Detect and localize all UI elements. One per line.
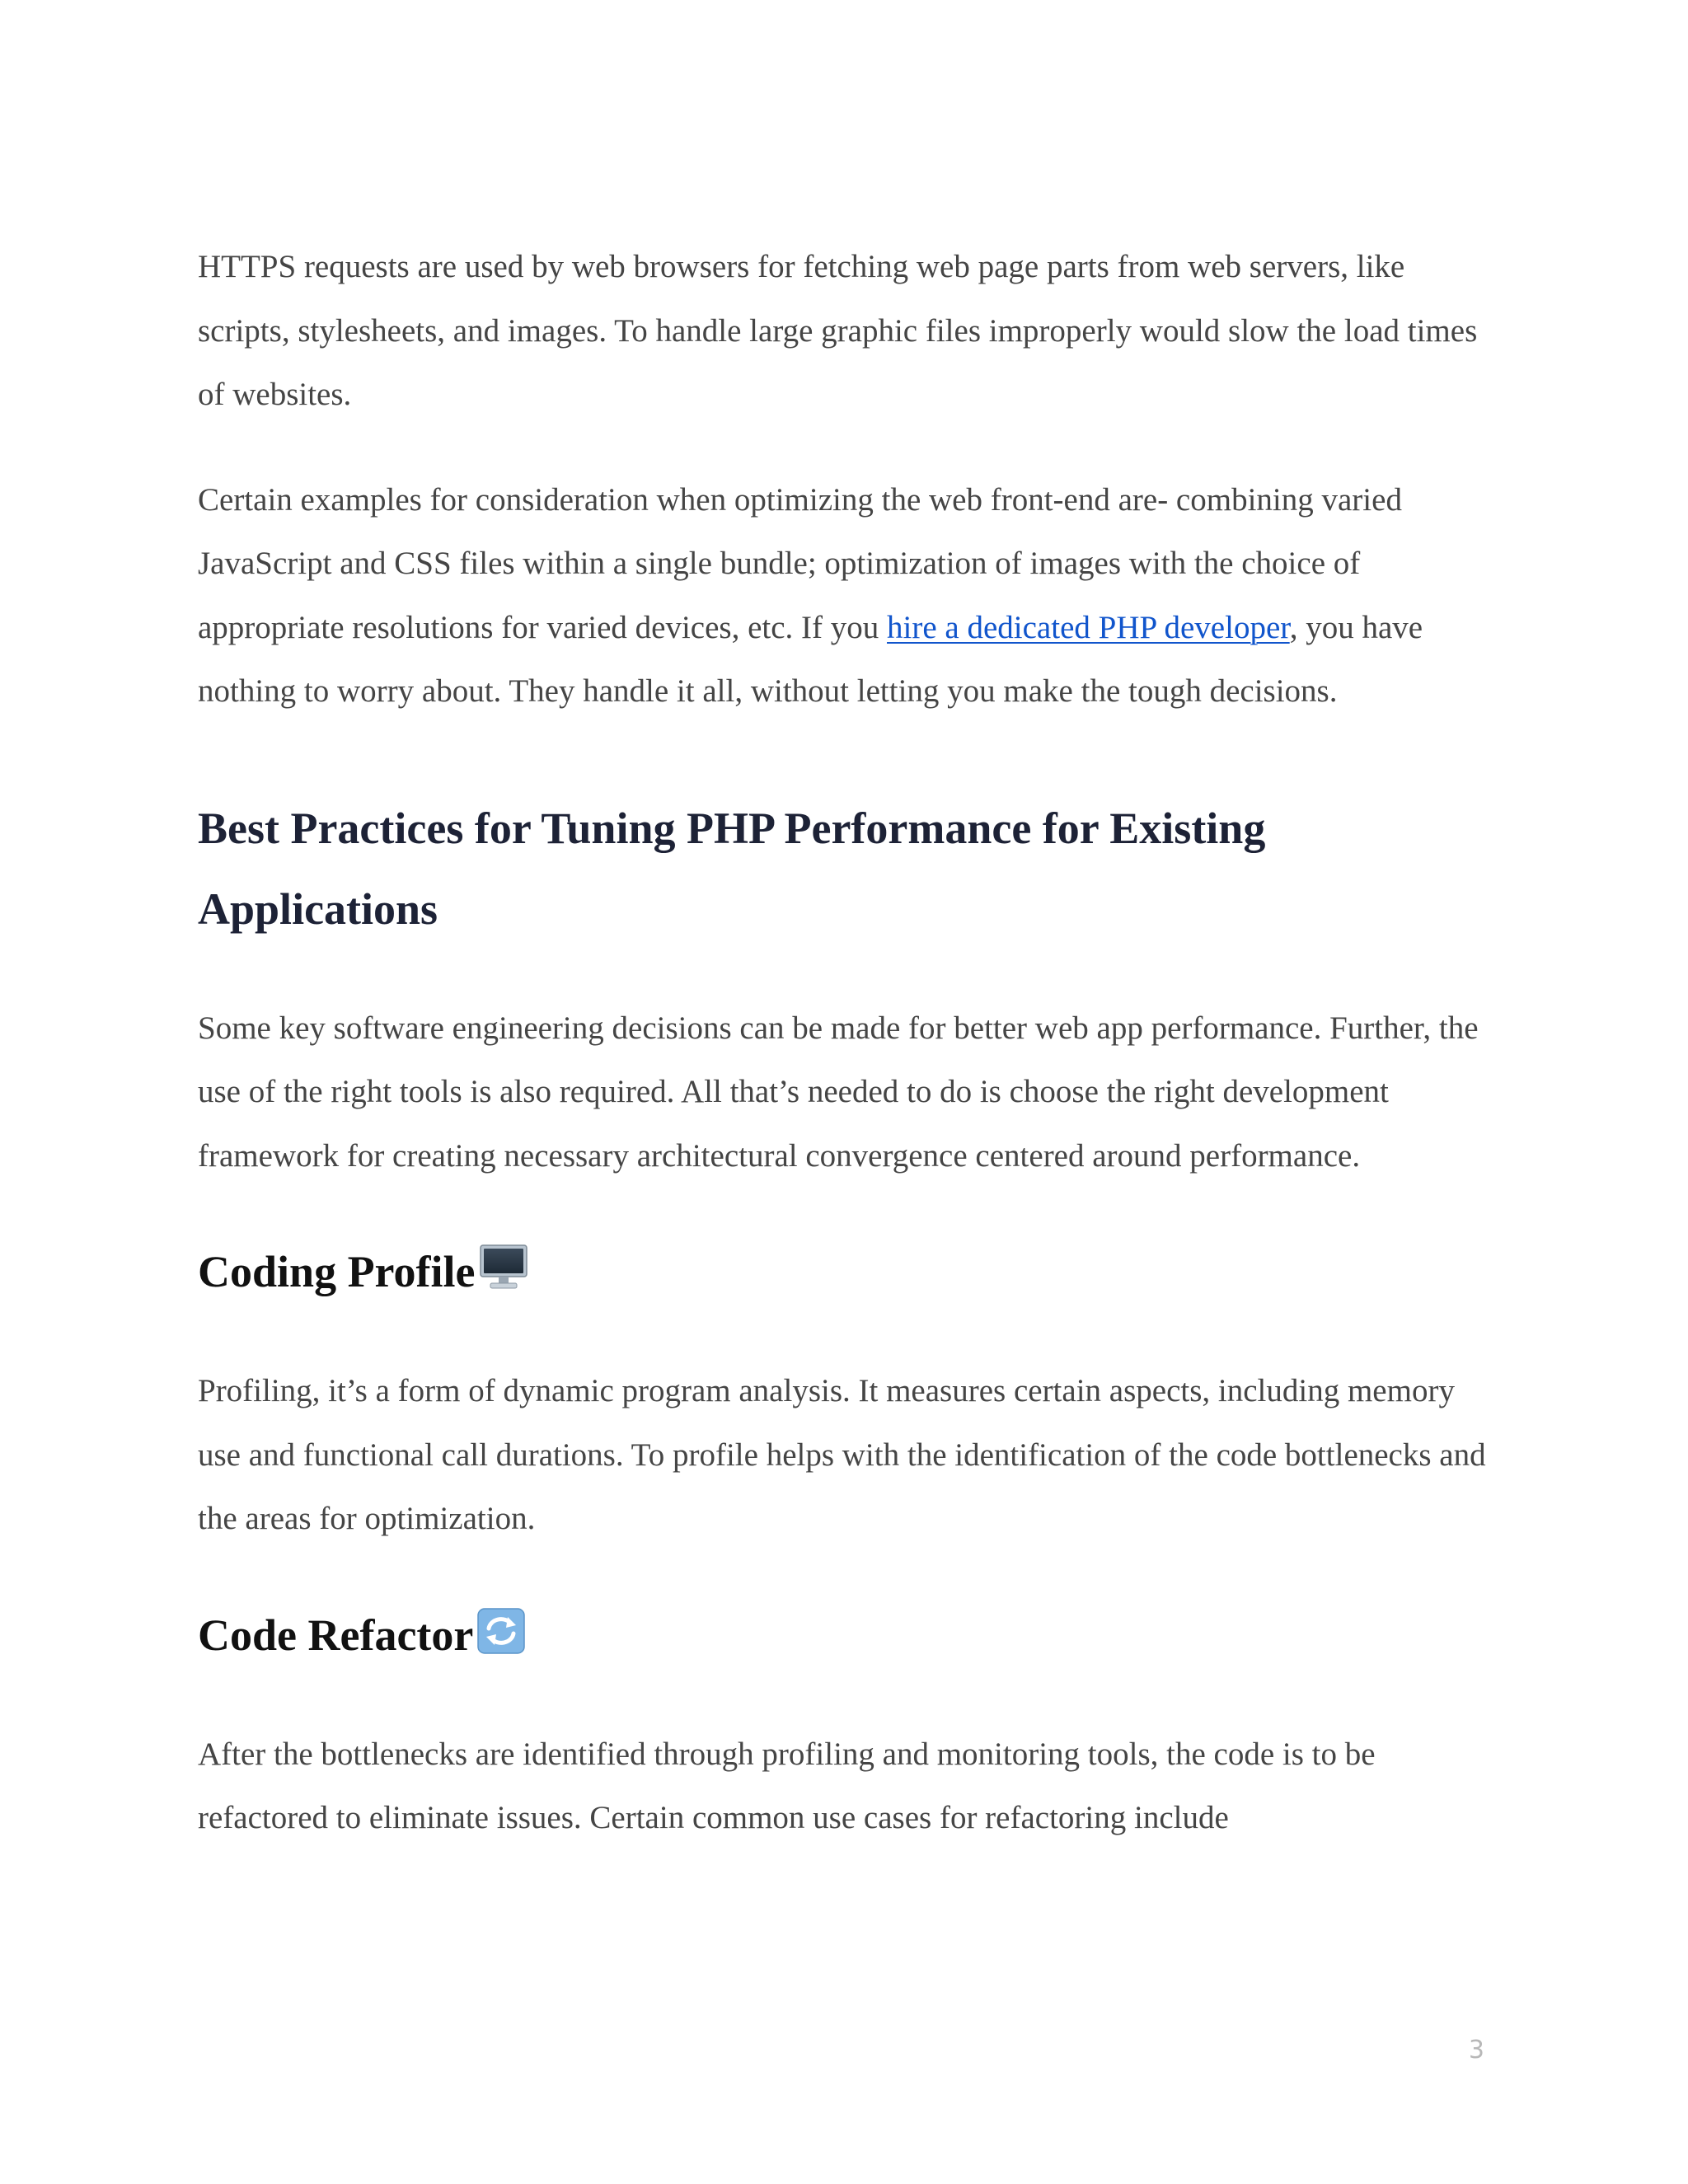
paragraph-text: , you have nothing to worry about. They handle it all, without letting you make the tough decisions. (198, 609, 1423, 709)
refresh-arrows-icon (476, 1607, 526, 1673)
heading-coding-profile (198, 1239, 1492, 1310)
heading-best-practices: Best Practices for Tuning PHP Performance for Existing Applications (198, 803, 1266, 934)
paragraph-refactoring: After the bottlenecks are identified through profiling and monitoring tools, the code is to be refactored to eliminate issues. Certain common use cases for refactoring include (198, 1736, 1376, 1835)
paragraph-https-requests: HTTPS requests are used by web browsers for fetching web page parts from web servers, like scripts, stylesheets, and images. To handle large graphic files improperly would slow the load times of websites. (198, 249, 1478, 412)
paragraph-profiling: Profiling, it’s a form of dynamic program analysis. It measures certain aspects, including memory use and functional call durations. To profile helps with the identification of the code bottlenecks and the areas for optimization. (198, 1373, 1486, 1536)
heading-code-refactor (198, 1602, 1492, 1673)
hire-php-developer-link[interactable]: hire a dedicated PHP developer (887, 609, 1290, 645)
paragraph-engineering-decisions: Some key software engineering decisions can be made for better web app performance. Further, the use of the right tools is also required. All that’s needed to do is choose the right development framework for creating necessary architectural convergence centered around performance. (198, 1010, 1479, 1174)
page-number: 3 (1468, 2036, 1484, 2064)
document-body (198, 235, 1492, 1850)
heading-text: Coding Profile (198, 1247, 476, 1296)
paragraph-text: Certain examples for consideration when optimizing the web front-end are- combining varied JavaScript and CSS files within a single bundle; optimization of images with the choice of appropriate resolutions for varied devices, etc. If you (198, 481, 1402, 645)
heading-text: Code Refactor (198, 1610, 474, 1660)
desktop-computer-icon (479, 1244, 528, 1310)
paragraph-frontend-optimization (198, 468, 1492, 724)
